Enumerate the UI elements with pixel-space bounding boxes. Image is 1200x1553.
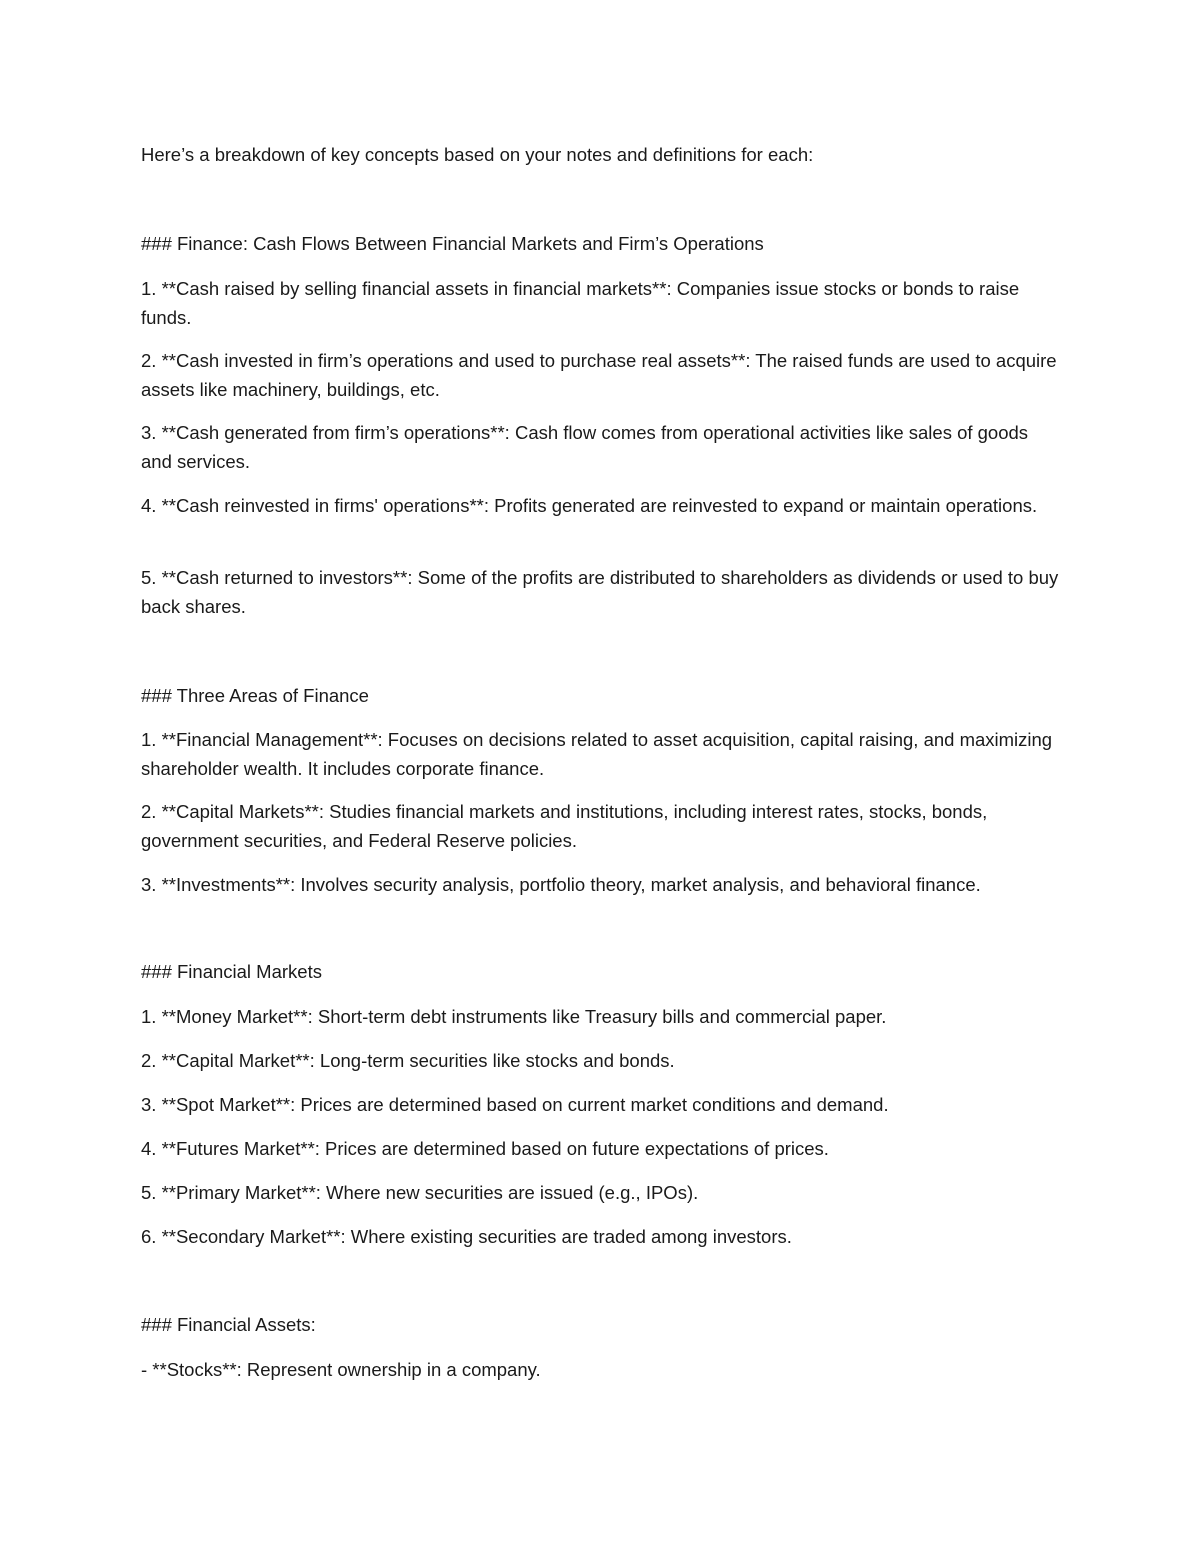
section-heading-three-areas: ### Three Areas of Finance <box>141 685 369 706</box>
list-item: 3. **Spot Market**: Prices are determined based on current market conditions and demand. <box>141 1094 889 1115</box>
list-item: 6. **Secondary Market**: Where existing securities are traded among investors. <box>141 1226 792 1247</box>
list-item: 3. **Investments**: Involves security analysis, portfolio theory, market analysis, and behavioral finance. <box>141 874 981 895</box>
list-item: 1. **Money Market**: Short-term debt instruments like Treasury bills and commercial paper. <box>141 1006 887 1027</box>
list-item: 3. **Cash generated from firm’s operations**: Cash flow comes from operational activities like sales of goods and services. <box>141 422 1029 472</box>
section-heading-financial-markets: ### Financial Markets <box>141 961 322 982</box>
list-item: 1. **Financial Management**: Focuses on decisions related to asset acquisition, capital raising, and maximizing shareholder wealth. It includes corporate finance. <box>141 729 1053 779</box>
list-item: 4. **Futures Market**: Prices are determined based on future expectations of prices. <box>141 1138 829 1159</box>
section-heading-cash-flows: ### Finance: Cash Flows Between Financial Markets and Firm’s Operations <box>141 233 764 254</box>
list-item: - **Stocks**: Represent ownership in a company. <box>141 1359 541 1380</box>
list-item: 5. **Cash returned to investors**: Some of the profits are distributed to shareholders as dividends or used to buy back shares. <box>141 567 1059 617</box>
list-item: 4. **Cash reinvested in firms' operations**: Profits generated are reinvested to expand or maintain operations. <box>141 495 1038 516</box>
section-heading-financial-assets: ### Financial Assets: <box>141 1314 316 1335</box>
list-item: 2. **Capital Markets**: Studies financial markets and institutions, including interest rates, stocks, bonds, government securities, and Federal Reserve policies. <box>141 801 988 851</box>
intro-text: Here’s a breakdown of key concepts based on your notes and definitions for each: <box>141 144 814 165</box>
list-item: 5. **Primary Market**: Where new securities are issued (e.g., IPOs). <box>141 1182 699 1203</box>
list-item: 1. **Cash raised by selling financial assets in financial markets**: Companies issue stocks or bonds to raise funds. <box>141 278 1020 328</box>
list-item: 2. **Cash invested in firm’s operations and used to purchase real assets**: The raised funds are used to acquire assets like machinery, buildings, etc. <box>141 350 1057 400</box>
list-item: 2. **Capital Market**: Long-term securities like stocks and bonds. <box>141 1050 675 1071</box>
